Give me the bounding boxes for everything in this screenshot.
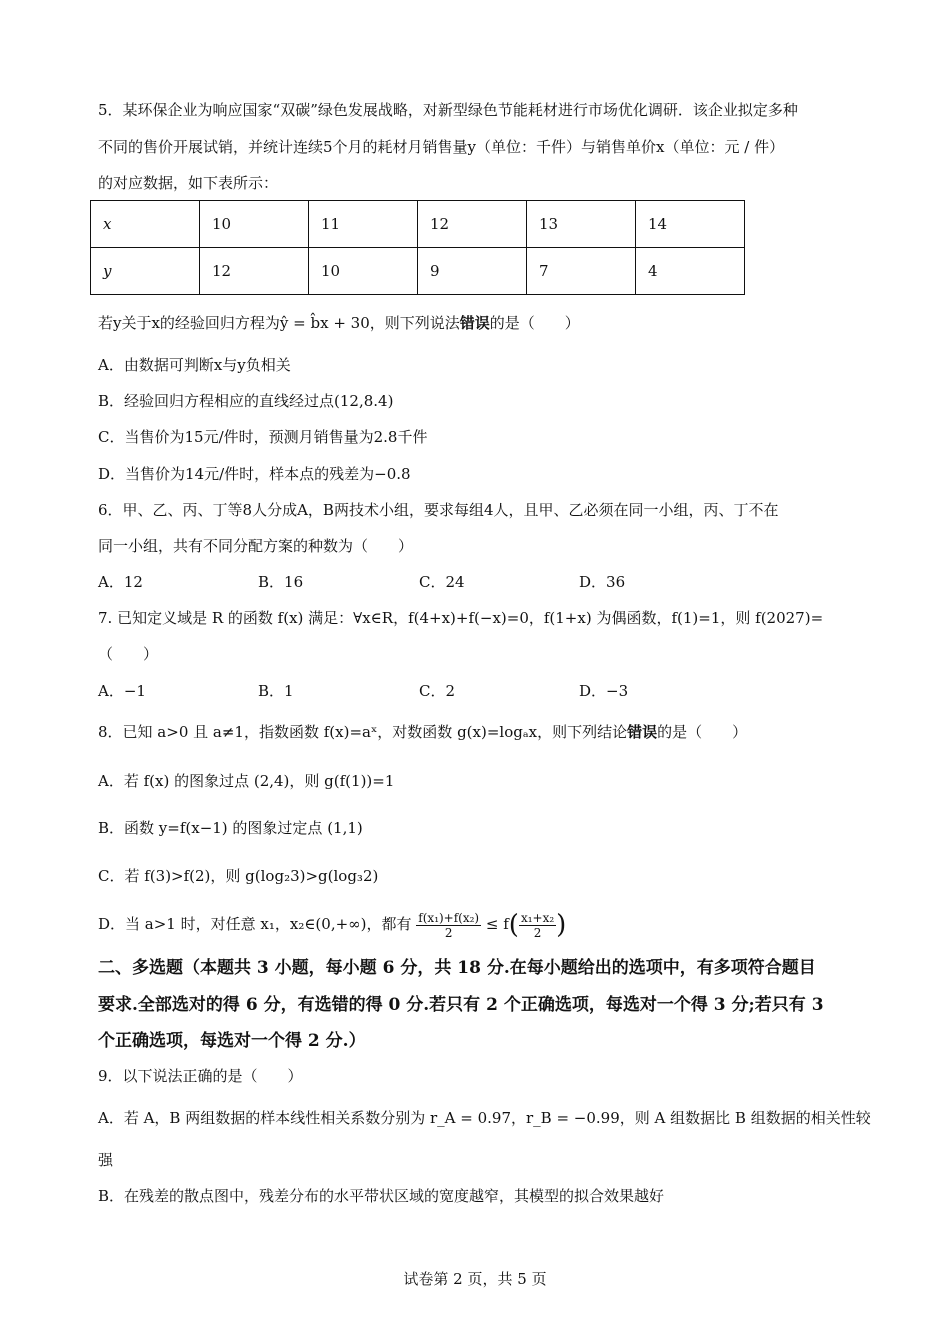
section2-line1: 二、多选题（本题共 3 小题，每小题 6 分，共 18 分.在每小题给出的选项中，有多项符合题目 (98, 958, 816, 978)
fraction-numerator: x₁+x₂ (520, 910, 555, 925)
q9-option-b: B．在残差的散点图中，残差分布的水平带状区域的宽度越窄，其模型的拟合效果越好 (98, 1187, 665, 1205)
q7-stem-line1: 7. 已知定义域是 R 的函数 f(x) 满足：∀x∈R，f(4+x)+f(−x)=0，f(1+x) 为偶函数，f(1)=1，则 f(2027)= (98, 609, 824, 627)
q7-option-d: D．−3 (579, 682, 629, 700)
table-cell: x (91, 201, 200, 248)
q6-option-c: C．24 (419, 573, 465, 591)
q5-stem-emphasis: 错误 (459, 314, 490, 332)
q7-option-a: A．−1 (98, 682, 146, 700)
q6-option-b: B．16 (258, 573, 304, 591)
table-cell: 12 (200, 248, 309, 295)
q5-stem-text-b: 的是（ ） (489, 314, 580, 332)
q7-option-c: C．2 (419, 682, 456, 700)
q8-stem-text-a: 8．已知 a>0 且 a≠1，指数函数 f(x)=aˣ，对数函数 g(x)=logₐx，则下列结论 (98, 723, 628, 741)
table-cell: 10 (309, 248, 418, 295)
table-cell: 13 (527, 201, 636, 248)
q8-option-d-mid: ≤ f (485, 915, 509, 933)
page-footer: 试卷第 2 页，共 5 页 (403, 1270, 547, 1288)
table-cell: y (91, 248, 200, 295)
q8-option-d: D．当 a>1 时，对任意 x₁，x₂∈(0,+∞)，都有 $\frac{\text{f(x₁)+f(x₂)}}{2}$ ≤ f( $\frac{\text{x₁+x₂}}{2}$ ) (98, 910, 567, 940)
q9-option-a-line2: 强 (98, 1151, 114, 1169)
q5-stem-text-a: 若y关于x的经验回归方程为ŷ = b̂x + 30，则下列说法 (98, 314, 460, 332)
q5-regression-stem (98, 313, 580, 333)
q8-option-d-fraction-left (416, 911, 481, 940)
q6-stem-line1: 6．甲、乙、丙、丁等8人分成A，B两技术小组，要求每组4人，且甲、乙必须在同一小组，丙、丁不在 (98, 501, 779, 519)
table-row-x (91, 201, 745, 248)
section2-line3: 个正确选项，每选对一个得 2 分.） (98, 1031, 366, 1051)
table-cell: 7 (527, 248, 636, 295)
q7-stem-line2: （ ） (98, 645, 159, 663)
table-row-y (91, 248, 745, 295)
q5-stem-line3: 的对应数据，如下表所示： (98, 174, 279, 192)
q8-option-b: B．函数 y=f(x−1) 的图象过定点 (1,1) (98, 819, 363, 837)
table-cell: 11 (309, 201, 418, 248)
q5-option-d: D．当售价为14元/件时，样本点的残差为−0.8 (98, 465, 411, 483)
q9-option-a-line1: A．若 A，B 两组数据的样本线性相关系数分别为 r_A = 0.97，r_B = −0.99，则 A 组数据比 B 组数据的相关性较 (98, 1109, 871, 1127)
q5-option-b: B．经验回归方程相应的直线经过点(12,8.4) (98, 392, 394, 410)
q6-stem-line2: 同一小组，共有不同分配方案的种数为（ ） (98, 537, 414, 555)
q8-stem-text-b: 的是（ ） (657, 723, 748, 741)
section2-line2: 要求.全部选对的得 6 分，有选错的得 0 分.若只有 2 个正确选项，每选对一个得 3 分;若只有 3 (98, 995, 824, 1015)
fraction-numerator: f(x₁)+f(x₂) (418, 910, 480, 925)
q5-data-table (90, 200, 745, 295)
fraction-denominator: 2 (533, 925, 542, 940)
q8-option-c: C．若 f(3)>f(2)，则 g(log₂3)>g(log₃2) (98, 867, 379, 885)
q5-stem-line1: 5．某环保企业为响应国家“双碳”绿色发展战略，对新型绿色节能耗材进行市场优化调研．该企业拟定多种 (98, 101, 798, 119)
q8-option-d-text: D．当 a>1 时，对任意 x₁，x₂∈(0,+∞)，都有 (98, 915, 412, 933)
q9-stem: 9．以下说法正确的是（ ） (98, 1067, 303, 1085)
q7-options (98, 681, 858, 701)
q8-stem (98, 722, 747, 742)
q8-option-d-fraction-right (519, 911, 556, 940)
q8-option-a: A．若 f(x) 的图象过点 (2,4)，则 g(f(1))=1 (98, 772, 395, 790)
table-cell: 14 (636, 201, 745, 248)
table-cell: 9 (418, 248, 527, 295)
q6-option-a: A．12 (98, 573, 143, 591)
q6-options (98, 572, 858, 592)
table-cell: 12 (418, 201, 527, 248)
q6-option-d: D．36 (579, 573, 626, 591)
q8-stem-emphasis: 错误 (627, 723, 658, 741)
table-cell: 4 (636, 248, 745, 295)
fraction-denominator: 2 (444, 925, 453, 940)
q7-option-b: B．1 (258, 682, 294, 700)
q5-stem-line2: 不同的售价开展试销，并统计连续5个月的耗材月销售量y（单位：千件）与销售单价x（单位：元 / 件） (98, 138, 785, 156)
q5-option-a: A．由数据可判断x与y负相关 (98, 356, 291, 374)
table-cell: 10 (200, 201, 309, 248)
q5-option-c: C．当售价为15元/件时，预测月销售量为2.8千件 (98, 428, 428, 446)
